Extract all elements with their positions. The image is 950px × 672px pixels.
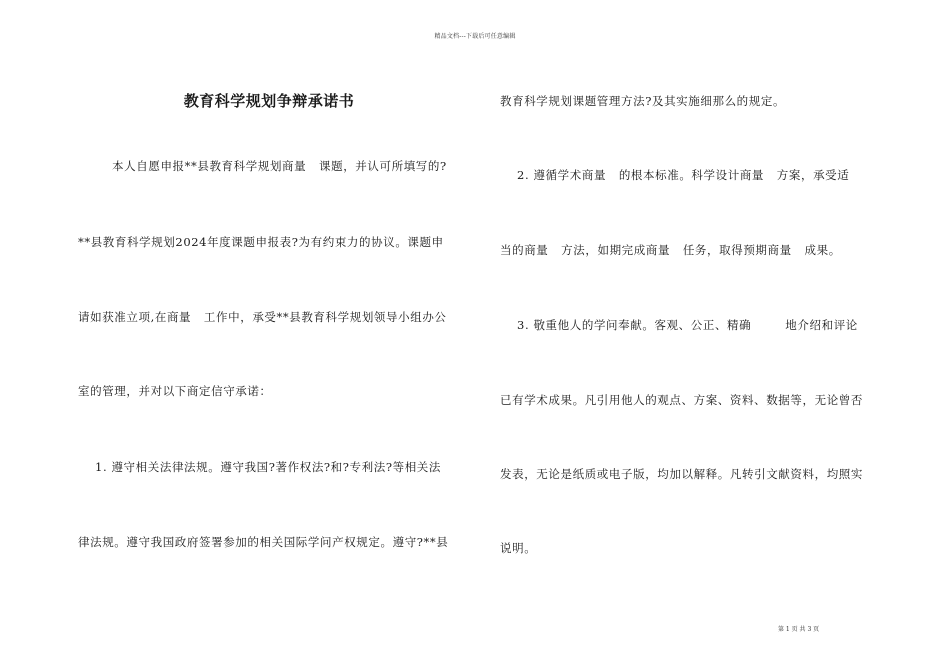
paragraph-line: **县教育科学规划2024年度课题申报表?为有约束力的协议。课题申 [78, 235, 444, 249]
paragraph-line: 说明。 [500, 541, 537, 555]
paragraph-line: 室的管理，并对以下商定信守承诺： [78, 384, 272, 398]
page-indicator: 第 1 页 共 3 页 [778, 626, 820, 633]
paragraph-line: 请如获准立项,在商量 工作中，承受**县教育科学规划领导小组办公 [78, 310, 447, 324]
paragraph-line: 3. 敬重他人的学问奉献。客观、公正、精确 地介绍和评论 [500, 318, 858, 332]
paragraph-line: 发表，无论是纸质或电子版，均加以解释。凡转引文献资料，均照实 [500, 467, 863, 481]
paragraph-line: 当的商量 方法，如期完成商量 任务，取得预期商量 成果。 [500, 243, 841, 257]
paragraph-line: 教育科学规划课题管理方法?及其实施细那么的规定。 [500, 94, 786, 108]
document-title: 教育科学规划争辩承诺书 [183, 92, 355, 110]
paragraph-line: 本人自愿申报**县教育科学规划商量 课题，并认可所填写的? [78, 159, 447, 173]
header-note: 精品文档---下载后可任意编辑 [434, 33, 516, 40]
paragraph-line: 律法规。遵守我国政府签署参加的相关国际学问产权规定。遵守?**县 [78, 535, 449, 549]
paragraph-line: 1. 遵守相关法律法规。遵守我国?著作权法?和?专利法?等相关法 [78, 460, 442, 474]
paragraph-line: 已有学术成果。凡引用他人的观点、方案、资料、数据等，无论曾否 [500, 393, 863, 407]
paragraph-line: 2. 遵循学术商量 的根本标准。科学设计商量 方案，承受适 [500, 168, 850, 182]
